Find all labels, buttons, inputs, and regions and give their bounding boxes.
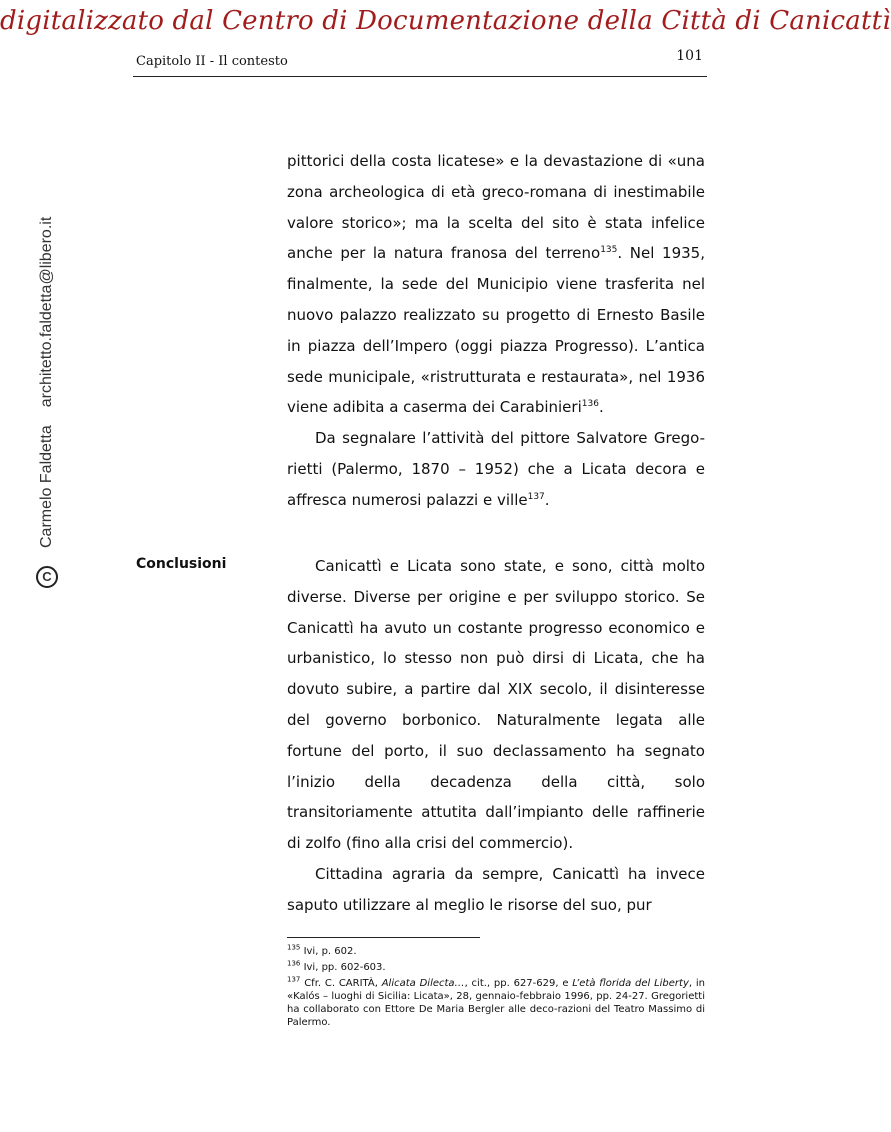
author-watermark: [36, 217, 58, 588]
footnote-135: $^{135}$ Ivi, p. 602.: [287, 943, 357, 957]
section-heading: Conclusioni: [136, 556, 227, 572]
footnote-137: $^{137}$ Cfr. C. CARITÀ, Alicata Dilecta…, cit., pp. 627-629, e L’età florida del Liberty, in «Kalós – luoghi di Sicilia: Licata», 28, gennaio-febbraio 1996, pp. 24-27. Gregorietti ha collaborato con Ettore De Maria Bergler alle deco-razioni del Teatro Massimo di Palermo.: [287, 975, 705, 1028]
digitization-watermark: digitalizzato dal Centro di Documentazione della Città di Canicattì: [0, 6, 891, 36]
paragraph-2: Da segnalare l’attività del pittore Salvatore Grego-rietti (Palermo, 1870 – 1952) che a Licata decora e affresca numerosi palazzi e ville$^{137}$.: [287, 429, 705, 509]
footnotes: [287, 945, 705, 1032]
main-text-top: [287, 146, 705, 516]
page-number: 101: [676, 48, 703, 64]
page-header: [133, 46, 707, 77]
author-name: Carmelo Faldetta: [38, 425, 55, 548]
paragraph-1: pittorici della costa licatese» e la devastazione di «una zona archeologica di età greco-romana di inestimabile valore storico»; ma la scelta del sito è stata infelice anche per la natura franosa del terreno$^{135}$. Nel 1935, finalmente, la sede del Municipio viene trasferita nel nuovo palazzo realizzato su progetto di Ernesto Basile in piazza dell’Impero (oggi piazza Progresso). L’antica sede municipale, «ristrutturata e restaurata», nel 1936 viene adibita a caserma dei Carabinieri$^{136}$.: [287, 152, 705, 417]
copyright-icon: C: [36, 566, 58, 588]
footnote-ref-136: 136: [581, 399, 599, 410]
footnote-ref-137: 137: [527, 491, 545, 502]
paragraph-4: Cittadina agraria da sempre, Canicattì ha invece saputo utilizzare al meglio le risorse del suo, pur: [287, 864, 705, 914]
footnote-136: $^{136}$ Ivi, pp. 602-603.: [287, 959, 386, 973]
author-email: architetto.faldetta@libero.it: [38, 216, 55, 408]
footnote-divider: [287, 937, 480, 938]
paragraph-3: Canicattì e Licata sono state, e sono, città molto diverse. Diverse per origine e per sviluppo storico. Se Canicattì ha avuto un costante progresso economico e urbanistico, lo stesso non può dirsi di Licata, che ha dovuto subire, a partire dal XIX secolo, il disinteresse del governo borbonico. Naturalmente legata alle fortune del porto, il suo declassamento ha segnato l’inizio della decadenza della città, solo transitoriamente attutita dall’impianto delle raffinerie di zolfo (fino alla crisi del commercio).: [287, 557, 705, 853]
chapter-title: Capitolo II - Il contesto: [136, 54, 288, 69]
main-text-bottom: [287, 551, 705, 921]
footnote-ref-135: 135: [600, 245, 618, 256]
